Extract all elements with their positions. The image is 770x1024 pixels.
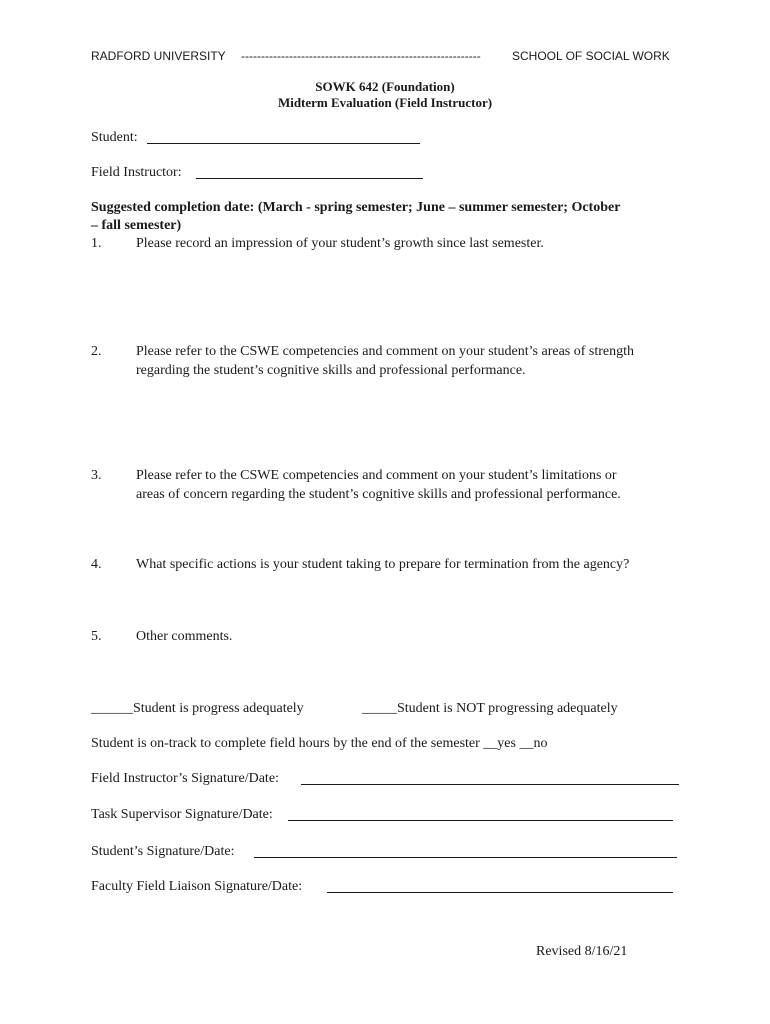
question-1-text [136,235,696,254]
faculty-liaison-signature-label: Faculty Field Liaison Signature/Date: [91,879,303,894]
field-instructor-field[interactable] [196,178,423,179]
field-instructor-signature-field[interactable] [301,784,679,785]
question-5-text [136,628,696,647]
progress-adequate-option[interactable]: ______Student is progress adequately [91,701,304,716]
progress-not-adequate-option[interactable]: _____Student is NOT progressing adequately [362,701,618,716]
header-left: RADFORD UNIVERSITY [91,49,226,63]
question-5-number: 5. [91,629,102,644]
revised-date: Revised 8/16/21 [536,944,628,959]
header-dashes: ------------------------------------------------------------ [241,49,481,63]
form-title: Midterm Evaluation (Field Instructor) [277,95,493,110]
student-label: Student: [91,130,138,145]
question-1-number: 1. [91,236,102,251]
question-1-line-1: Please record an impression of your student’s growth since last semester. [136,236,544,251]
question-2-number: 2. [91,344,102,359]
faculty-liaison-signature-field[interactable] [327,892,673,893]
task-supervisor-signature-field[interactable] [288,820,673,821]
question-3-line-2: areas of concern regarding the student’s cognitive skills and professional performance. [136,486,621,502]
question-5-line-1: Other comments. [136,629,233,644]
question-3-text [136,467,696,504]
question-4-line-1: What specific actions is your student taking to prepare for termination from the agency? [136,557,630,572]
student-signature-field[interactable] [254,857,677,858]
question-3-line-1: Please refer to the CSWE competencies and comment on your student’s limitations or [136,468,617,483]
header-right: SCHOOL OF SOCIAL WORK [512,49,670,63]
student-field[interactable] [147,143,420,144]
on-track-statement[interactable]: Student is on-track to complete field hours by the end of the semester __yes __no [91,736,548,751]
question-2-text [136,343,696,380]
question-2-line-1: Please refer to the CSWE competencies and comment on your student’s areas of strength [136,344,635,359]
task-supervisor-signature-label: Task Supervisor Signature/Date: [91,807,273,822]
course-title: SOWK 642 (Foundation) [315,79,455,94]
field-instructor-label: Field Instructor: [91,165,182,180]
completion-line-1: Suggested completion date: (March - spring semester; June – summer semester; October [91,200,621,215]
question-3-number: 3. [91,468,102,483]
question-4-text [136,556,696,575]
question-4-number: 4. [91,557,102,572]
field-instructor-signature-label: Field Instructor’s Signature/Date: [91,771,279,786]
question-2-line-2: regarding the student’s cognitive skills and professional performance. [136,362,526,378]
student-signature-label: Student’s Signature/Date: [91,844,235,859]
completion-line-2: – fall semester) [91,218,182,233]
